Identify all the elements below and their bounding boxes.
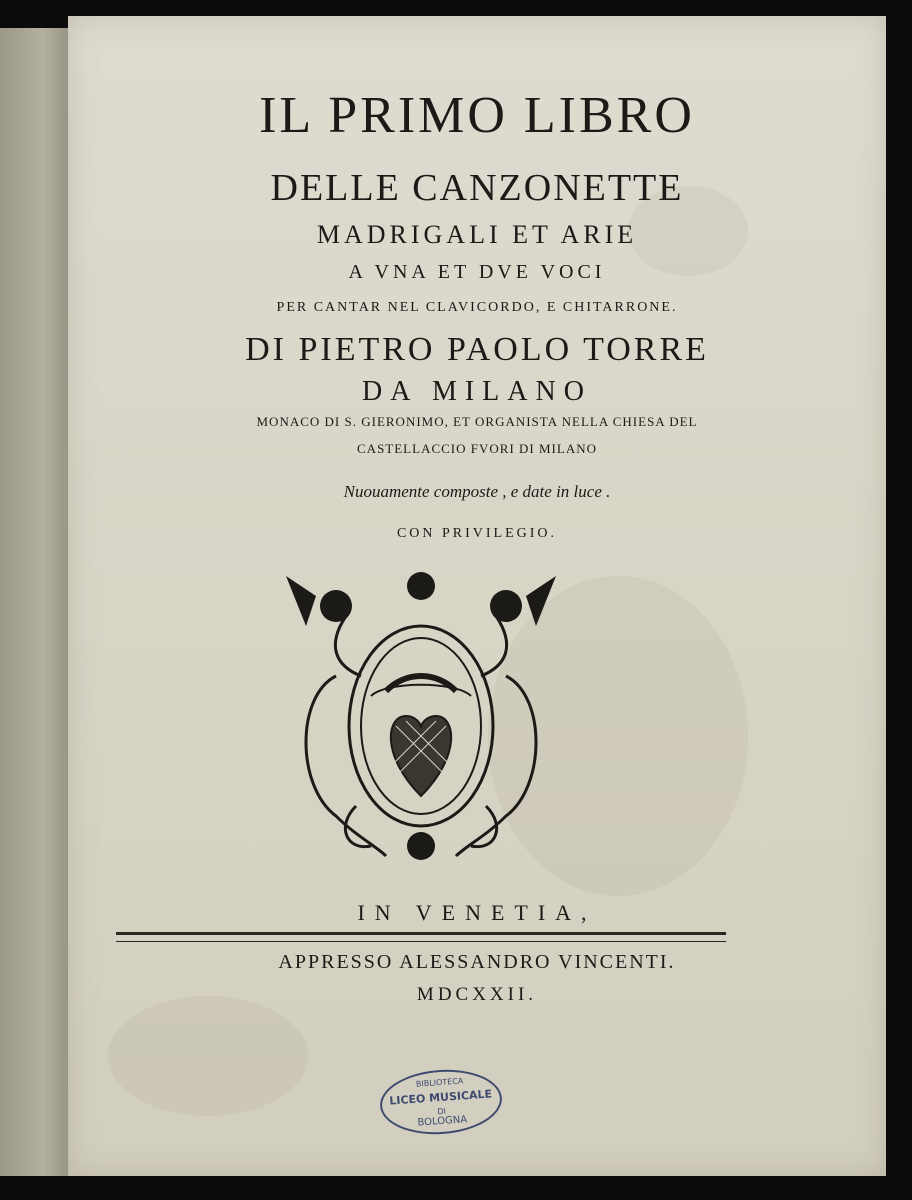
imprint-rule [116, 932, 726, 935]
publication-year: MDCXXII. [416, 984, 538, 1005]
title-line-3: MADRIGALI ET ARIE [316, 220, 638, 249]
title-line-2: DELLE CANZONETTE [270, 167, 684, 209]
author-origin: DA MILANO [362, 376, 592, 407]
author-name: DI PIETRO PAOLO TORRE [245, 331, 709, 368]
paper-stain [108, 996, 308, 1116]
library-stamp [378, 1066, 504, 1138]
imprint-rule-thin [116, 941, 726, 942]
title-line-4: A VNA ET DVE VOCI [348, 261, 606, 283]
author-role-line-1: MONACO DI S. GIERONIMO, ET ORGANISTA NELLA CHIESA DEL [256, 414, 698, 429]
stamp-line-3: DI [437, 1106, 447, 1117]
privilege-line: CON PRIVILEGIO. [396, 526, 558, 541]
stamp-line-2: LICEO MUSICALE [388, 1087, 493, 1108]
title-line-5: PER CANTAR NEL CLAVICORDO, E CHITARRONE. [276, 300, 678, 315]
imprint-city: IN VENETIA, [357, 900, 597, 925]
author-role-line-2: CASTELLACCIO FVORI DI MILANO [357, 441, 597, 456]
publisher-line: APPRESSO ALESSANDRO VINCENTI. [278, 951, 676, 973]
stamp-line-4: BOLOGNA [417, 1114, 468, 1129]
title-line-1: IL PRIMO LIBRO [259, 87, 695, 144]
previous-page-edge [0, 28, 78, 1176]
title-page [68, 16, 886, 1176]
stamp-line-1: BIBLIOTECA [415, 1076, 464, 1089]
publication-note: Nuouamente composte , e date in luce . [343, 482, 611, 501]
ornamental-cartouche-with-cherubs-and-heart-icon [276, 556, 566, 876]
